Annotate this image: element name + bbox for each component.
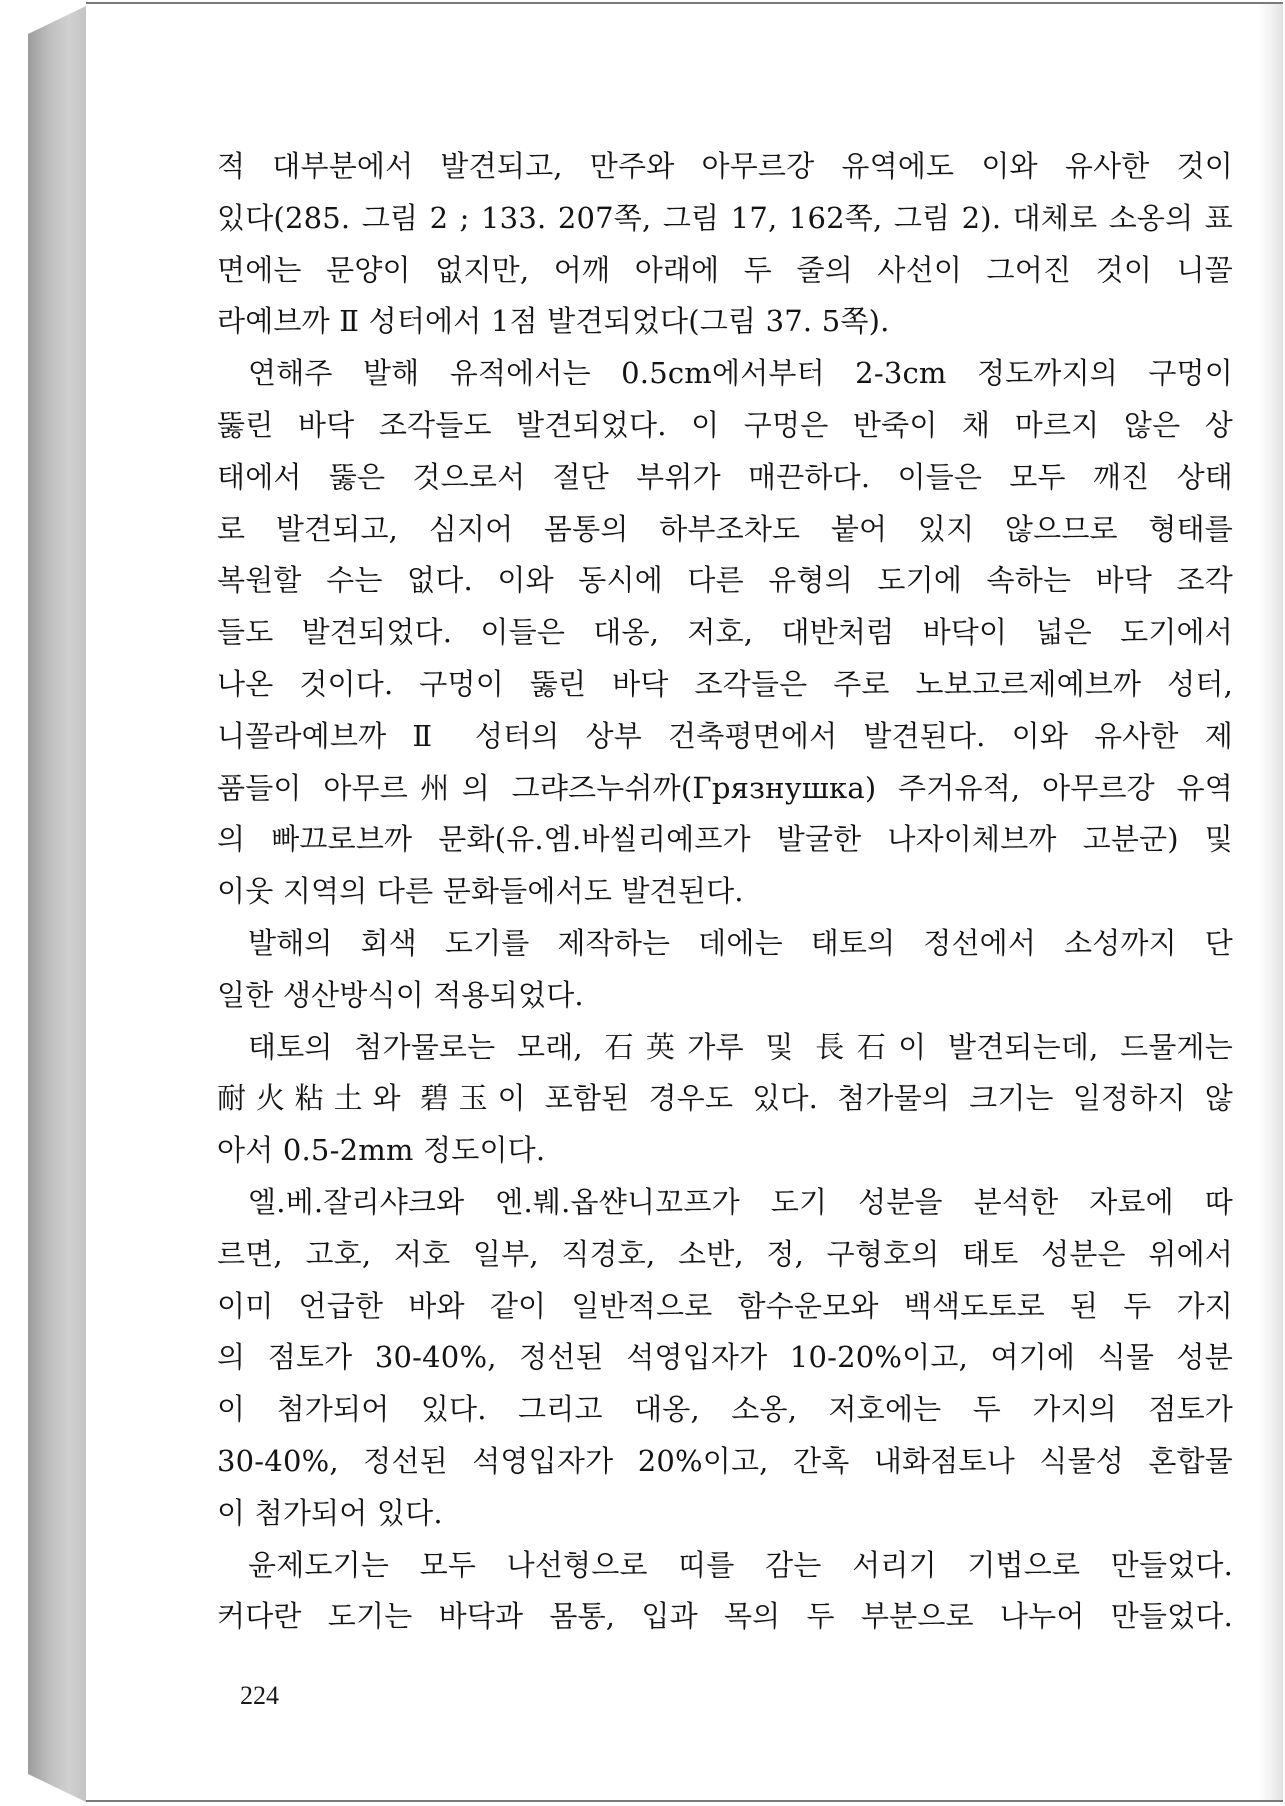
text-line: 르면, 고호, 저호 일부, 직경호, 소반, 정, 구형호의 태토 성분은 위에서 (217, 1236, 1233, 1271)
body-text (217, 141, 1233, 1643)
text-line: 면에는 문양이 없지만, 어깨 아래에 두 줄의 사선이 그어진 것이 니꼴 (217, 252, 1233, 287)
text-line: 품들이 아무르州의 그랴즈누쉬까(Грязнушка) 주거유적, 아무르강 유역 (217, 770, 1233, 805)
text-line: 아서 0.5-2mm 정도이다. (217, 1133, 546, 1168)
text-line: 뚫린 바닥 조각들도 발견되었다. 이 구멍은 반죽이 채 마르지 않은 상 (217, 407, 1233, 442)
page-number: 224 (240, 1681, 279, 1710)
text-line: 이미 언급한 바와 같이 일반적으로 함수운모와 백색도토로 된 두 가지 (217, 1288, 1233, 1323)
text-line: 30-40%, 정선된 석영입자가 20%이고, 간혹 내화점토나 식물성 혼합물 (217, 1443, 1233, 1478)
text-line: 라예브까 Ⅱ 성터에서 1점 발견되었다(그림 37. 5쪽). (217, 304, 890, 339)
text-line: 이웃 지역의 다른 문화들에서도 발견된다. (217, 874, 744, 909)
text-line: 연해주 발해 유적에서는 0.5cm에서부터 2-3cm 정도까지의 구멍이 (248, 356, 1233, 391)
text-line: 의 점토가 30-40%, 정선된 석영입자가 10-20%이고, 여기에 식물 성분 (217, 1340, 1233, 1375)
text-line: 이 첨가되어 있다. (217, 1495, 443, 1530)
text-line: 니꼴라예브까 Ⅱ 성터의 상부 건축평면에서 발견된다. 이와 유사한 제 (217, 718, 1233, 753)
text-line: 있다(285. 그림 2 ; 133. 207쪽, 그림 17, 162쪽, 그림 2). 대체로 소옹의 표 (217, 200, 1233, 235)
text-line: 태에서 뚫은 것으로서 절단 부위가 매끈하다. 이들은 모두 깨진 상태 (217, 459, 1233, 494)
text-line: 耐火粘土와 碧玉이 포함된 경우도 있다. 첨가물의 크기는 일정하지 않 (217, 1081, 1233, 1116)
page-edge-shadow (1257, 4, 1283, 1800)
text-line: 커다란 도기는 바닥과 몸통, 입과 목의 두 부분으로 나누어 만들었다. (217, 1599, 1233, 1634)
text-line: 복원할 수는 없다. 이와 동시에 다른 유형의 도기에 속하는 바닥 조각 (217, 563, 1233, 598)
text-line: 적 대부분에서 발견되고, 만주와 아무르강 유역에도 이와 유사한 것이 (217, 149, 1233, 183)
text-line: 로 발견되고, 심지어 몸통의 하부조차도 붙어 있지 않으므로 형태를 (217, 511, 1233, 546)
text-line: 들도 발견되었다. 이들은 대옹, 저호, 대반처럼 바닥이 넓은 도기에서 (217, 615, 1233, 650)
text-line: 엘.베.잘리샤크와 엔.붸.옵쌴니꼬프가 도기 성분을 분석한 자료에 따 (248, 1184, 1233, 1219)
text-line: 윤제도기는 모두 나선형으로 띠를 감는 서리기 기법으로 만들었다. (248, 1547, 1234, 1582)
text-line: 태토의 첨가물로는 모래, 石英가루 및 長石이 발견되는데, 드물게는 (248, 1029, 1233, 1064)
text-line: 이 첨가되어 있다. 그리고 대옹, 소옹, 저호에는 두 가지의 점토가 (217, 1392, 1233, 1427)
text-line: 일한 생산방식이 적용되었다. (217, 977, 584, 1012)
book-spine (28, 6, 86, 1802)
book-page (86, 2, 1283, 1802)
text-line: 나온 것이다. 구멍이 뚫린 바닥 조각들은 주로 노보고르제예브까 성터, (217, 666, 1233, 701)
text-line: 의 빠끄로브까 문화(유.엠.바씰리예프가 발굴한 나자이체브까 고분군) 및 (217, 822, 1233, 857)
text-line: 발해의 회색 도기를 제작하는 데에는 태토의 정선에서 소성까지 단 (248, 925, 1233, 960)
